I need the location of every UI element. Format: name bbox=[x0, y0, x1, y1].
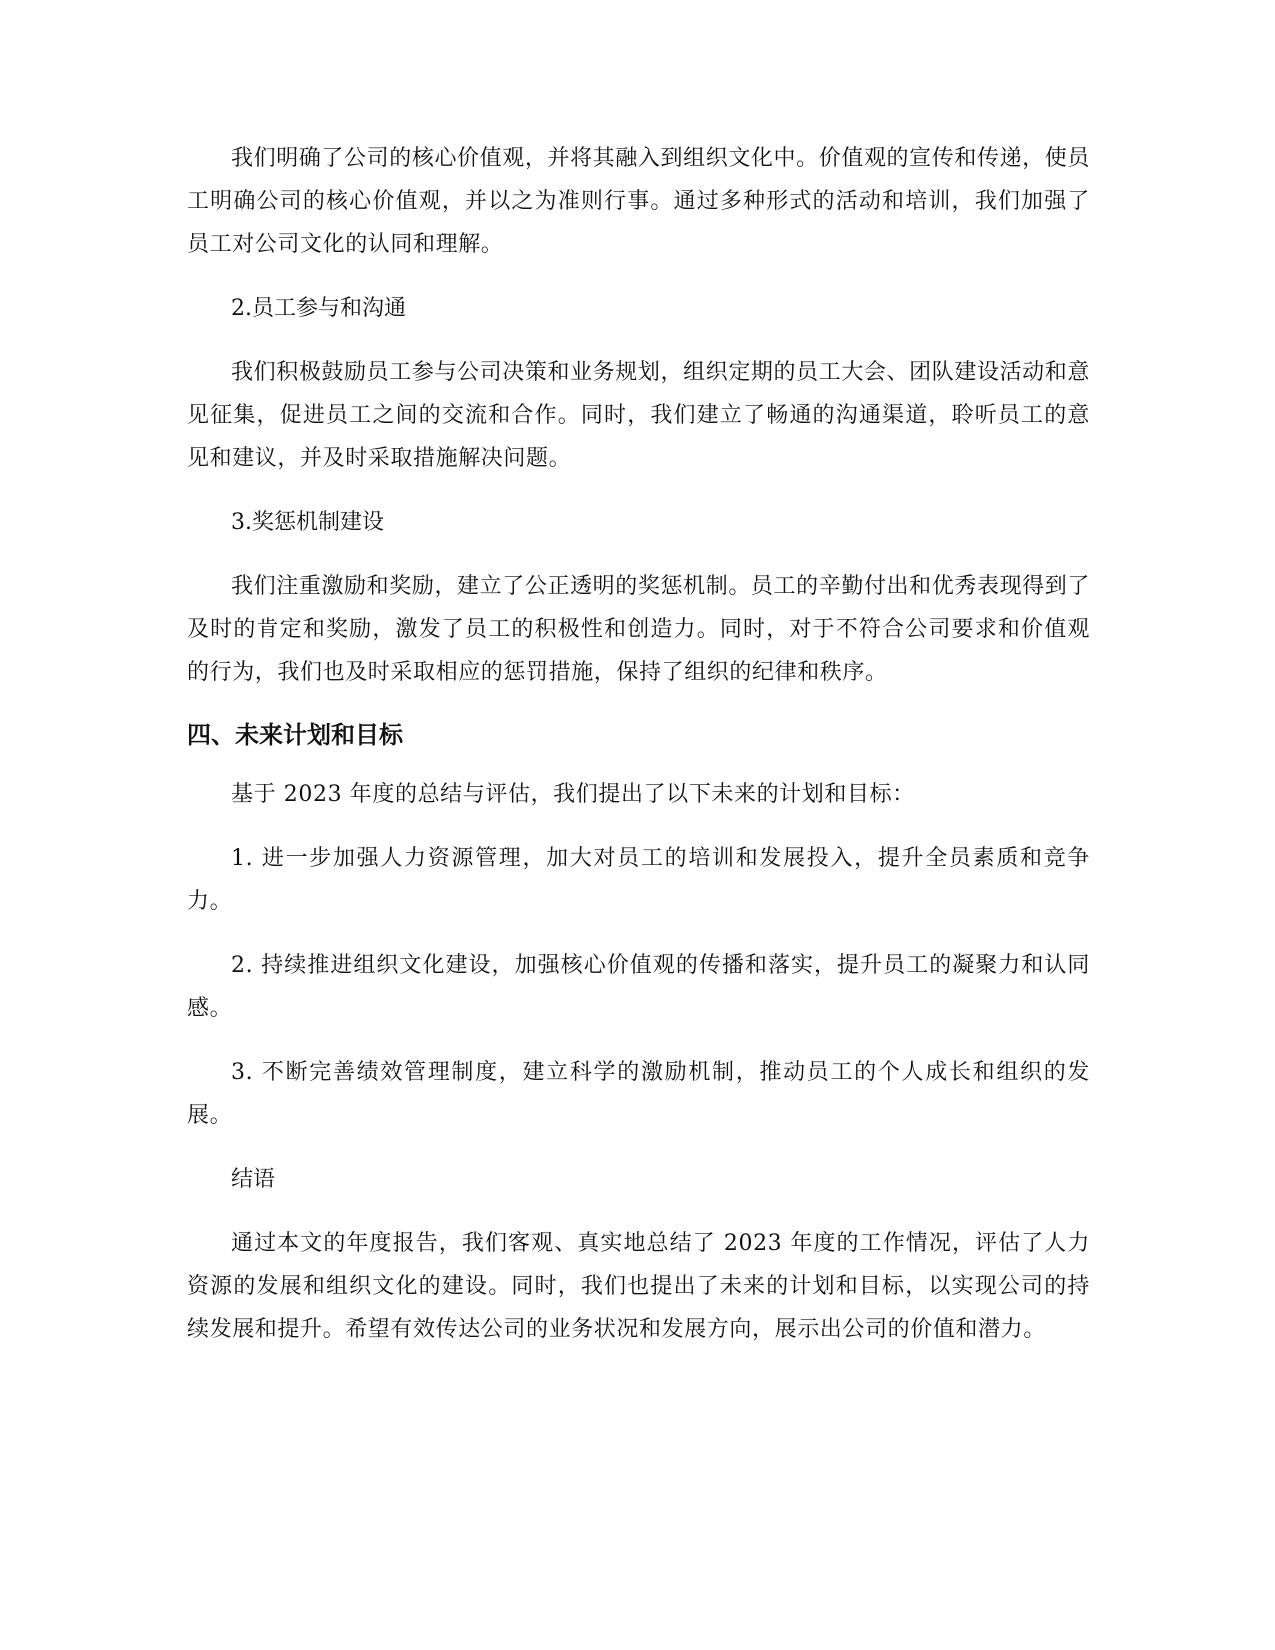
paragraph-core-values: 我们明确了公司的核心价值观，并将其融入到组织文化中。价值观的宣传和传递，使员工明确公司的核心价值观，并以之为准则行事。通过多种形式的活动和培训，我们加强了员工对公司文化的认同和理解。 bbox=[187, 146, 1090, 257]
section-heading-future-plans: 四、未来计划和目标 bbox=[187, 721, 403, 749]
paragraph-conclusion: 通过本文的年度报告，我们客观、真实地总结了 2023 年度的工作情况，评估了人力资源的发展和组织文化的建设。同时，我们也提出了未来的计划和目标，以实现公司的持续发展和提升。希望有效传达公司的业务状况和发展方向，展示出公司的价值和潜力。 bbox=[187, 1231, 1090, 1342]
subheading-reward-punishment: 3.奖惩机制建设 bbox=[231, 510, 384, 535]
subheading-employee-participation: 2.员工参与和沟通 bbox=[231, 296, 406, 321]
paragraph-plans-intro: 基于 2023 年度的总结与评估，我们提出了以下未来的计划和目标： bbox=[231, 782, 915, 807]
list-item-plan-3: 3. 不断完善绩效管理制度，建立科学的激励机制，推动员工的个人成长和组织的发展。 bbox=[187, 1060, 1090, 1128]
list-item-plan-1: 1. 进一步加强人力资源管理，加大对员工的培训和发展投入，提升全员素质和竞争力。 bbox=[187, 846, 1090, 914]
paragraph-reward-punishment: 我们注重激励和奖励，建立了公正透明的奖惩机制。员工的辛勤付出和优秀表现得到了及时的肯定和奖励，激发了员工的积极性和创造力。同时，对于不符合公司要求和价值观的行为，我们也及时采取相应的惩罚措施，保持了组织的纪律和秩序。 bbox=[187, 574, 1090, 685]
document-page bbox=[187, 137, 1090, 1372]
subheading-conclusion: 结语 bbox=[231, 1167, 276, 1192]
list-item-plan-2: 2. 持续推进组织文化建设，加强核心价值观的传播和落实，提升员工的凝聚力和认同感。 bbox=[187, 953, 1090, 1021]
paragraph-employee-participation: 我们积极鼓励员工参与公司决策和业务规划，组织定期的员工大会、团队建设活动和意见征集，促进员工之间的交流和合作。同时，我们建立了畅通的沟通渠道，聆听员工的意见和建议，并及时采取措施解决问题。 bbox=[187, 360, 1090, 471]
